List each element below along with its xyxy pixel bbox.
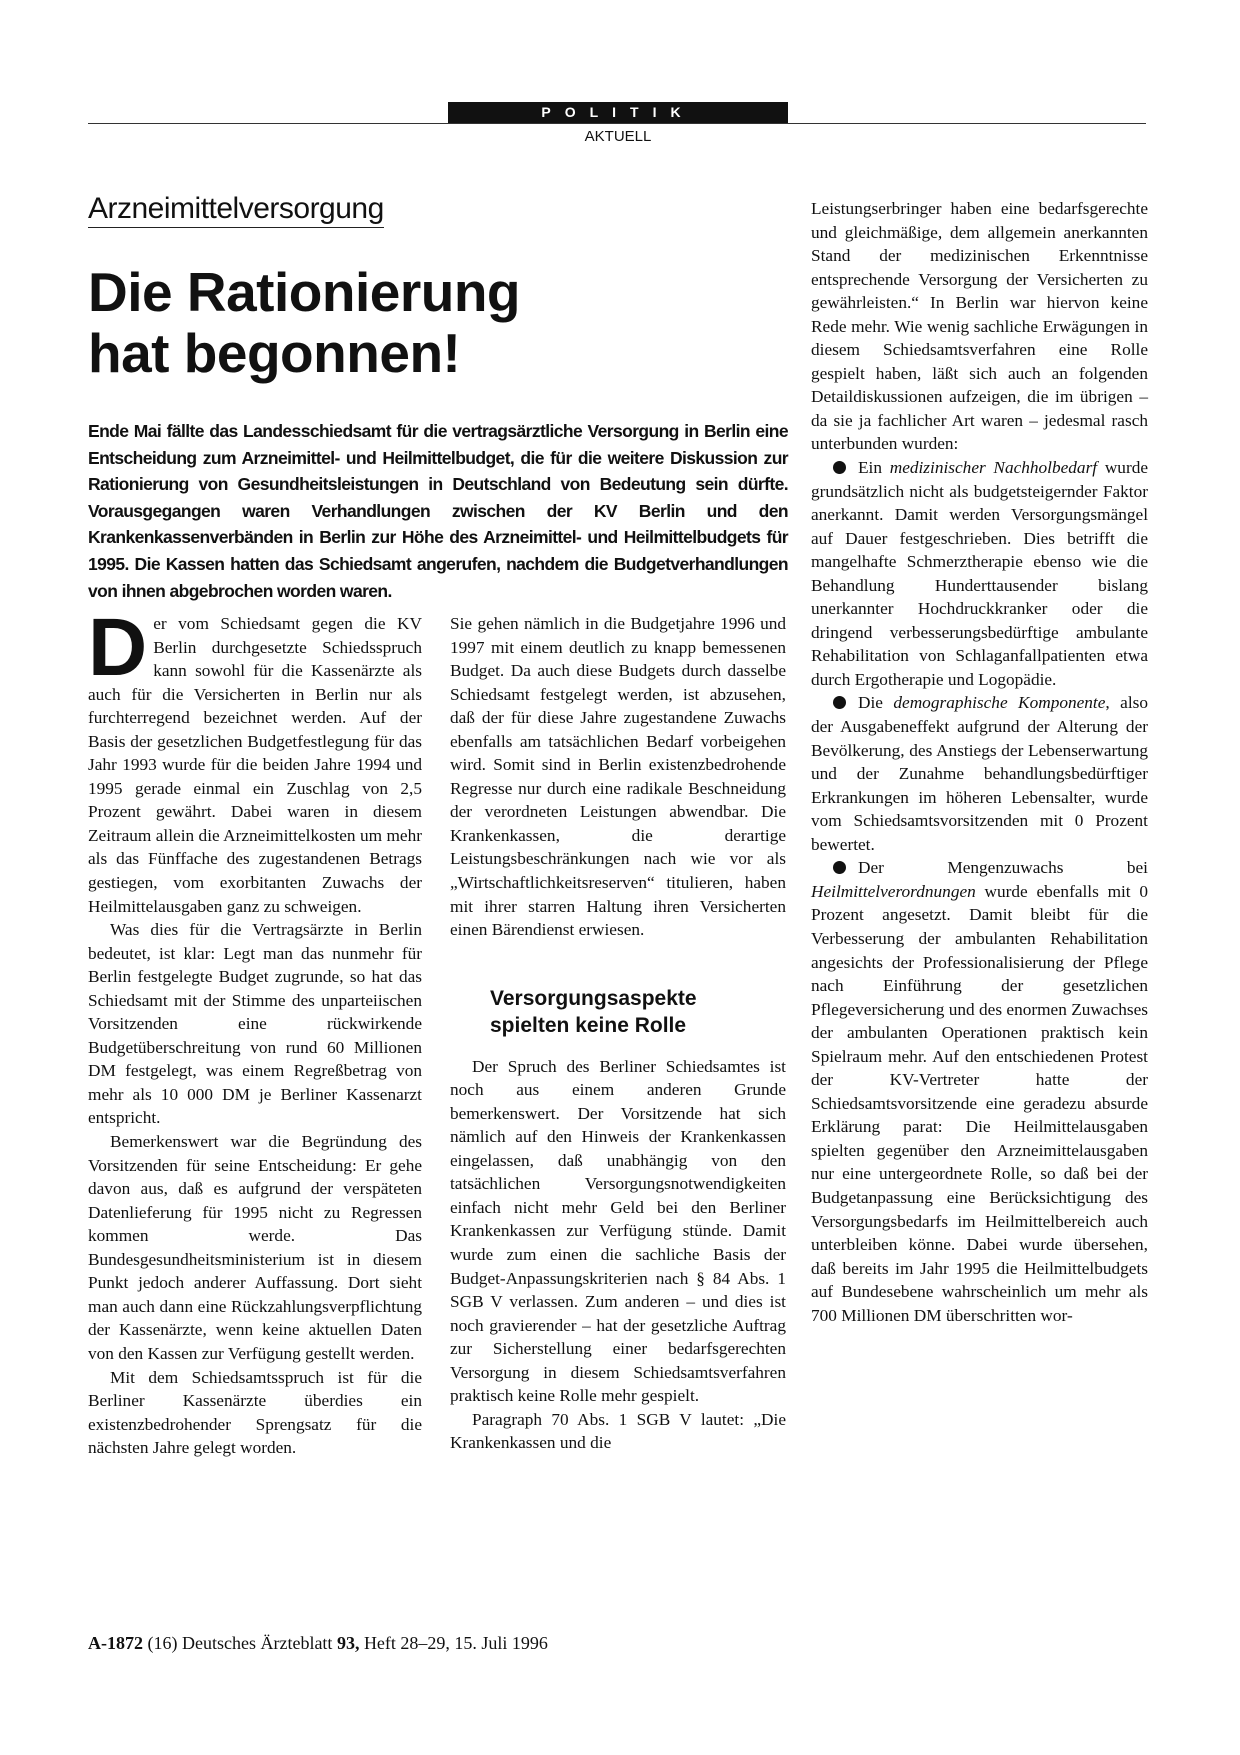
page-footer (88, 1633, 548, 1654)
bullet-icon (833, 696, 846, 709)
article-kicker: Arzneimittelversorgung (88, 192, 384, 228)
subheading-line-2: spielten keine Rolle (490, 1013, 687, 1037)
subheading-line-1: Versorgungsaspekte (490, 986, 697, 1010)
paragraph-text: er vom Schiedsamt gegen die KV Berlin durchgesetzte Schiedsspruch kann sowohl für die Kassenärzte als auch für die Versicherten in Berlin nur als furchterregend bezeichnet werden. Auf der Basis der gesetzlichen Budgetfestlegung für das Jahr 1993 wurde für die beiden Jahre 1994 und 1995 gerade einmal ein Zuschlag von 2,5 Prozent gewährt. Dabei waren in diesem Zeitraum allein die Arzneimittelkosten um mehr als das Fünffache des zugestandenen Betrags gestiegen, vom exorbitanten Zuwachs der Heilmittelausgaben ganz zu schweigen. (88, 614, 422, 916)
section-label: POLITIK (448, 102, 788, 123)
paragraph: Paragraph 70 Abs. 1 SGB V lautet: „Die Krankenkassen und die (450, 1409, 786, 1453)
page-number: A-1872 (88, 1633, 143, 1653)
paragraph (88, 602, 422, 918)
paragraph: Sie gehen nämlich in die Budgetjahre 1996 und 1997 mit einem deutlich zu knapp bemessenen Budget. Da auch diese Budgets durch dasselbe Schiedsamt festgelegt werden, ist abzusehen, daß der für diese Jahre zugestandene Zuwachs ebenfalls am tatsächlichen Bedarf vorbeigehen wird. Somit sind in Berlin existenzbedrohende Regresse nur durch eine radikale Beschneidung der verordneten Leistungen abwendbar. Die Krankenkassen, die derartige Leistungsbeschränkungen nach wie vor als „Wirtschaftlichkeitsreserven“ titulieren, haben mit ihrer starren Haltung ihren Versicherten einen Bärendienst erwiesen. (450, 614, 786, 940)
text-column-3 (811, 197, 1148, 1327)
bullet-paragraph: Der Mengenzuwachs bei Heilmittelverordnungen wurde ebenfalls mit 0 Prozent angesetzt. Damit bleibt für die Verbesserung der ambulanten Rehabilitation angesichts der Professionalisierung der Pflege nach Einführung der gesetzlichen Pflegeversicherung und des enormen Zuwachses der ambulanten Operationen praktisch kein Spielraum mehr. Auf den entschiedenen Protest der KV-Vertreter hatte der Schiedsamtsvorsitzende eine geradezu absurde Erklärung parat: Die Heilmittelausgaben spielten gegenüber den Arzneimittelausgaben nur eine untergeordnete Rolle, so daß bei der Budgetanpassung eine Berücksichtigung des Versorgungsbedarfs im Heilmittelbereich auch unterbleiben könne. Dabei wurde übersehen, daß bereits im Jahr 1995 die Heilmittelbudgets auf Bundesebene wahrscheinlich um mehr als 700 Millionen DM überschritten wor- (811, 858, 1148, 1325)
headline-line-1: Die Rationierung (88, 261, 521, 323)
subsection-label: AKTUELL (584, 128, 652, 145)
paragraph: Leistungserbringer haben eine bedarfsgerechte und gleichmäßige, dem allgemein anerkannten Stand der medizinischen Erkenntnisse entsprechende Versorgung der Versicherten zu gewährleisten.“ In Berlin war hiervon keine Rede mehr. Wie wenig sachliche Erwägungen in diesem Schiedsamtsverfahren eine Rolle gespielt haben, läßt sich auch an folgenden Detaildiskussionen aufzeigen, die im übrigen – da sie ja fachlicher Art waren – jedesmal rasch unterbunden wurden: (811, 199, 1148, 454)
volume-number: 93, (336, 1633, 360, 1653)
publication-name: (16) Deutsches Ärzteblatt (147, 1633, 333, 1653)
bullet-icon (833, 861, 846, 874)
bullet-paragraph: Die demographische Komponente, also der Ausgabeneffekt aufgrund der Alterung der Bevölkerung, des Anstiegs der Lebenserwartung und der Zunahme behandlungsbedürftiger Erkrankungen im höheren Lebensalter, wurde vom Schiedsamtsvorsitzenden mit 0 Prozent bewertet. (811, 693, 1148, 854)
paragraph: Der Spruch des Berliner Schiedsamtes ist noch aus einem anderen Grunde bemerkenswert. Der Vorsitzende hat sich nämlich auf den Hinweis der Krankenkassen eingelassen, daß unabhängig von den tatsächlichen Versorgungsnotwendigkeiten einfach nicht mehr Geld bei den Berliner Krankenkassen zur Verfügung stünde. Damit wurde zum einen die sachliche Basis der Budget-Anpassungskriterien nach § 84 Abs. 1 SGB V verlassen. Zum anderen – und dies ist noch gravierender – hat der gesetzliche Auftrag zur Sicherstellung einer bedarfsgerechten Versorgung in diesem Schiedsamtsverfahren praktisch keine Rolle mehr gespielt. (450, 1056, 786, 1406)
text-column-1 (88, 602, 422, 1460)
paragraph: Bemerkenswert war die Begründung des Vorsitzenden für seine Entscheidung: Er gehe davon aus, daß es aufgrund der verspäteten Datenlieferung für 1995 nicht zu Regressen kommen werde. Das Bundesgesundheitsministerium ist in diesem Punkt jedoch anderer Auffassung. Dort sieht man auch dann eine Rückzahlungsverpflichtung der Kassenärzte, wenn keine aktuellen Daten von den Kassen zur Verfügung gestellt werden. (88, 1132, 422, 1363)
section-subheading (450, 985, 786, 1039)
paragraph: Was dies für die Vertragsärzte in Berlin bedeutet, ist klar: Legt man das nunmehr für Berlin festgelegte Budget zugrunde, so hat das Schiedsamt mit der Stimme des unparteiischen Vorsitzenden eine rückwirkende Budgetüberschreitung von rund 60 Millionen DM festgelegt, was einem Regreßbetrag von mehr als 10 000 DM je Berliner Kassenarzt entspricht. (88, 920, 422, 1128)
bullet-icon (833, 461, 846, 474)
issue-date: Heft 28–29, 15. Juli 1996 (363, 1633, 548, 1653)
article-lead: Ende Mai fällte das Landesschiedsamt für die vertragsärztliche Versorgung in Berlin eine Entscheidung zum Arzneimittel- und Heilmittelbudget, die für die weitere Diskussion zur Rationierung von Gesundheitsleistungen in Deutschland von Bedeutung sein dürfte. Vorausgegangen waren Verhandlungen zwischen der KV Berlin und den Krankenkassenverbänden in Berlin zur Höhe des Arzneimittel- und Heilmittelbudgets für 1995. Die Kassen hatten das Schiedsamt angerufen, nachdem die Budgetverhandlungen von ihnen abgebrochen worden waren. (88, 421, 788, 601)
bullet-paragraph: Ein medizinischer Nachholbedarf wurde grundsätzlich nicht als budgetsteigernder Faktor anerkannt. Damit werden Versorgungsmängel auf Dauer festgeschrieben. Dies betrifft die mangelhafte Schmerztherapie ebenso wie die Behandlung Hunderttausender bislang unerkannter Hochdruckkranker oder die dringend verbesserungsbedürftige ambulante Rehabilitation von Schlaganfallpatienten etwa durch Ergotherapie und Logopädie. (811, 458, 1149, 689)
paragraph: Mit dem Schiedsamtsspruch ist für die Berliner Kassenärzte überdies ein existenzbedrohender Sprengsatz für die nächsten Jahre gelegt worden. (88, 1367, 422, 1458)
text-column-2 (450, 612, 786, 1455)
header-rule (88, 123, 1146, 124)
drop-cap: D (88, 602, 148, 693)
headline-line-2: hat begonnen! (88, 322, 461, 384)
article-headline (88, 262, 708, 384)
